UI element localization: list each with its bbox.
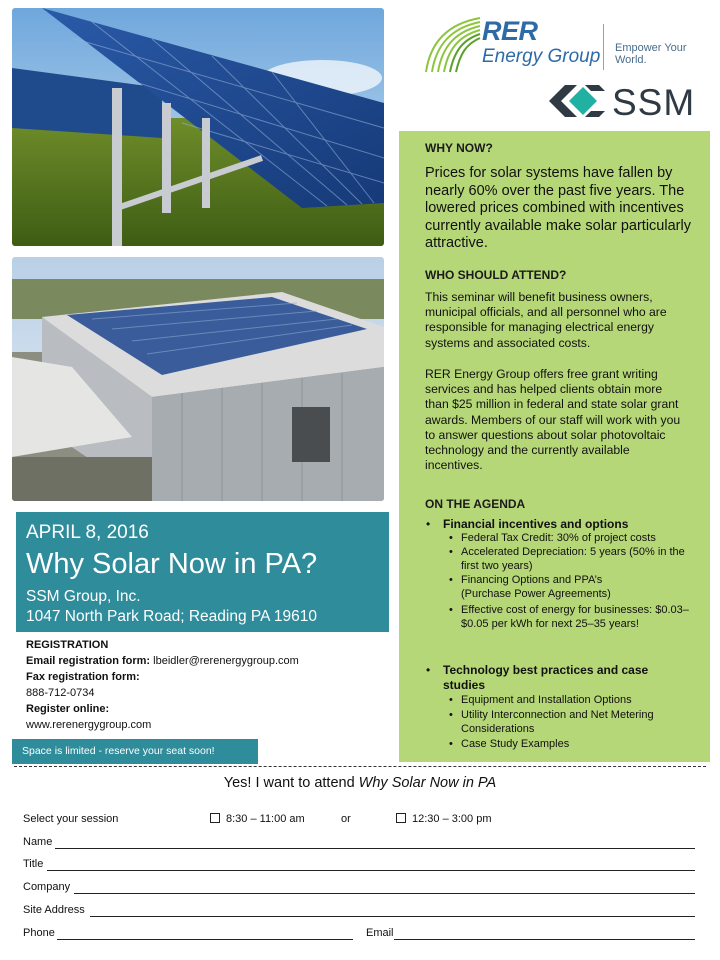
company-label: Company: [23, 881, 71, 893]
agenda-item-text: Accelerated Depreciation: 5 years (50% in the first two years): [461, 546, 685, 572]
tear-line: [14, 766, 706, 767]
session-label: Select your session: [23, 813, 119, 825]
agenda-bullet: •: [426, 517, 431, 531]
agenda-item-text: Utility Interconnection and Net Metering Considerations: [461, 709, 654, 735]
site-address-label: Site Address: [23, 904, 85, 916]
agenda-item: • Case Study Examples: [449, 738, 570, 750]
space-limited-notice: Space is limited - reserve your seat soon!: [12, 739, 258, 764]
why-now-heading: WHY NOW?: [425, 141, 493, 155]
rer-name: RER: [482, 16, 538, 46]
ssm-logo-icon: [547, 82, 605, 125]
email-field[interactable]: [394, 939, 695, 940]
rer-subtitle: Energy Group: [482, 46, 601, 67]
phone-field[interactable]: [57, 939, 353, 940]
rooftop-solar-photo: [12, 257, 384, 501]
rer-leaf-icon: [420, 14, 484, 76]
checkbox-icon[interactable]: [210, 813, 220, 823]
checkbox-icon[interactable]: [396, 813, 406, 823]
agenda-section-title: Technology best practices and case studies: [443, 663, 649, 692]
or-label: or: [341, 813, 351, 825]
event-organization: SSM Group, Inc.: [26, 588, 141, 605]
agenda-item-text: Effective cost of energy for businesses: $0.03–$0.05 per kWh for next 25–35 years!: [461, 604, 689, 630]
agenda-item: •: [449, 574, 453, 586]
rer-services-text: RER Energy Group offers free grant writing services and has helped clients obtain more than $25 million in federal and state solar grant awards. Members of our staff will work with you to answer questions about solar photovoltaic technology and the currently available incentives.: [425, 367, 681, 473]
solar-array-photo: [12, 8, 384, 246]
agenda-heading: ON THE AGENDA: [425, 497, 526, 511]
who-heading: WHO SHOULD ATTEND?: [425, 268, 567, 282]
fax-number: 888-712-0734: [26, 687, 95, 699]
email-registration: Email registration form: lbeidler@rerenergygroup.com: [26, 655, 299, 667]
event-date: APRIL 8, 2016: [26, 522, 149, 543]
email-label: Email: [366, 927, 394, 939]
event-address: 1047 North Park Road; Reading PA 19610: [26, 608, 317, 625]
rer-tagline: Empower Your World.: [615, 42, 687, 66]
event-banner: [16, 512, 389, 632]
registration-email[interactable]: lbeidler@rerenergygroup.com: [153, 655, 299, 667]
name-field[interactable]: [55, 848, 695, 849]
session-option-morning[interactable]: 8:30 – 11:00 am: [210, 813, 305, 825]
fax-label: Fax registration form:: [26, 671, 140, 683]
ssm-name: SSM: [612, 82, 696, 123]
agenda-section-title: Financial incentives and options: [443, 517, 629, 531]
why-now-text: Prices for solar systems have fallen by nearly 60% over the past five years. The lowered prices combined with incentives currently available make solar particularly attractive.: [425, 165, 691, 251]
company-field[interactable]: [74, 893, 695, 894]
session-option-afternoon[interactable]: 12:30 – 3:00 pm: [396, 813, 492, 825]
agenda-bullet: •: [426, 663, 431, 677]
agenda-item: • Equipment and Installation Options: [449, 694, 632, 706]
logo-divider: [603, 24, 604, 70]
name-label: Name: [23, 836, 53, 848]
agenda-item: •: [449, 546, 453, 558]
form-title: Yes! I want to attend Why Solar Now in PA: [223, 775, 497, 791]
phone-label: Phone: [23, 927, 55, 939]
who-text: This seminar will benefit business owners, municipal officials, and all personnel who are responsible for managing electrical energy systems and associated costs.: [425, 290, 667, 350]
agenda-item-text: Financing Options and PPA’s (Purchase Power Agreements): [461, 574, 611, 600]
title-field[interactable]: [47, 870, 695, 871]
agenda-item: •: [449, 709, 453, 721]
title-label: Title: [23, 858, 44, 870]
site-address-field[interactable]: [90, 916, 695, 917]
agenda-item: • Federal Tax Credit: 30% of project costs: [449, 532, 656, 544]
registration-url[interactable]: www.rerenergygroup.com: [26, 719, 152, 731]
registration-heading: REGISTRATION: [26, 639, 109, 651]
online-label: Register online:: [26, 703, 110, 715]
event-title: Why Solar Now in PA?: [26, 548, 318, 580]
agenda-item: •: [449, 604, 453, 616]
info-panel: [399, 131, 710, 762]
